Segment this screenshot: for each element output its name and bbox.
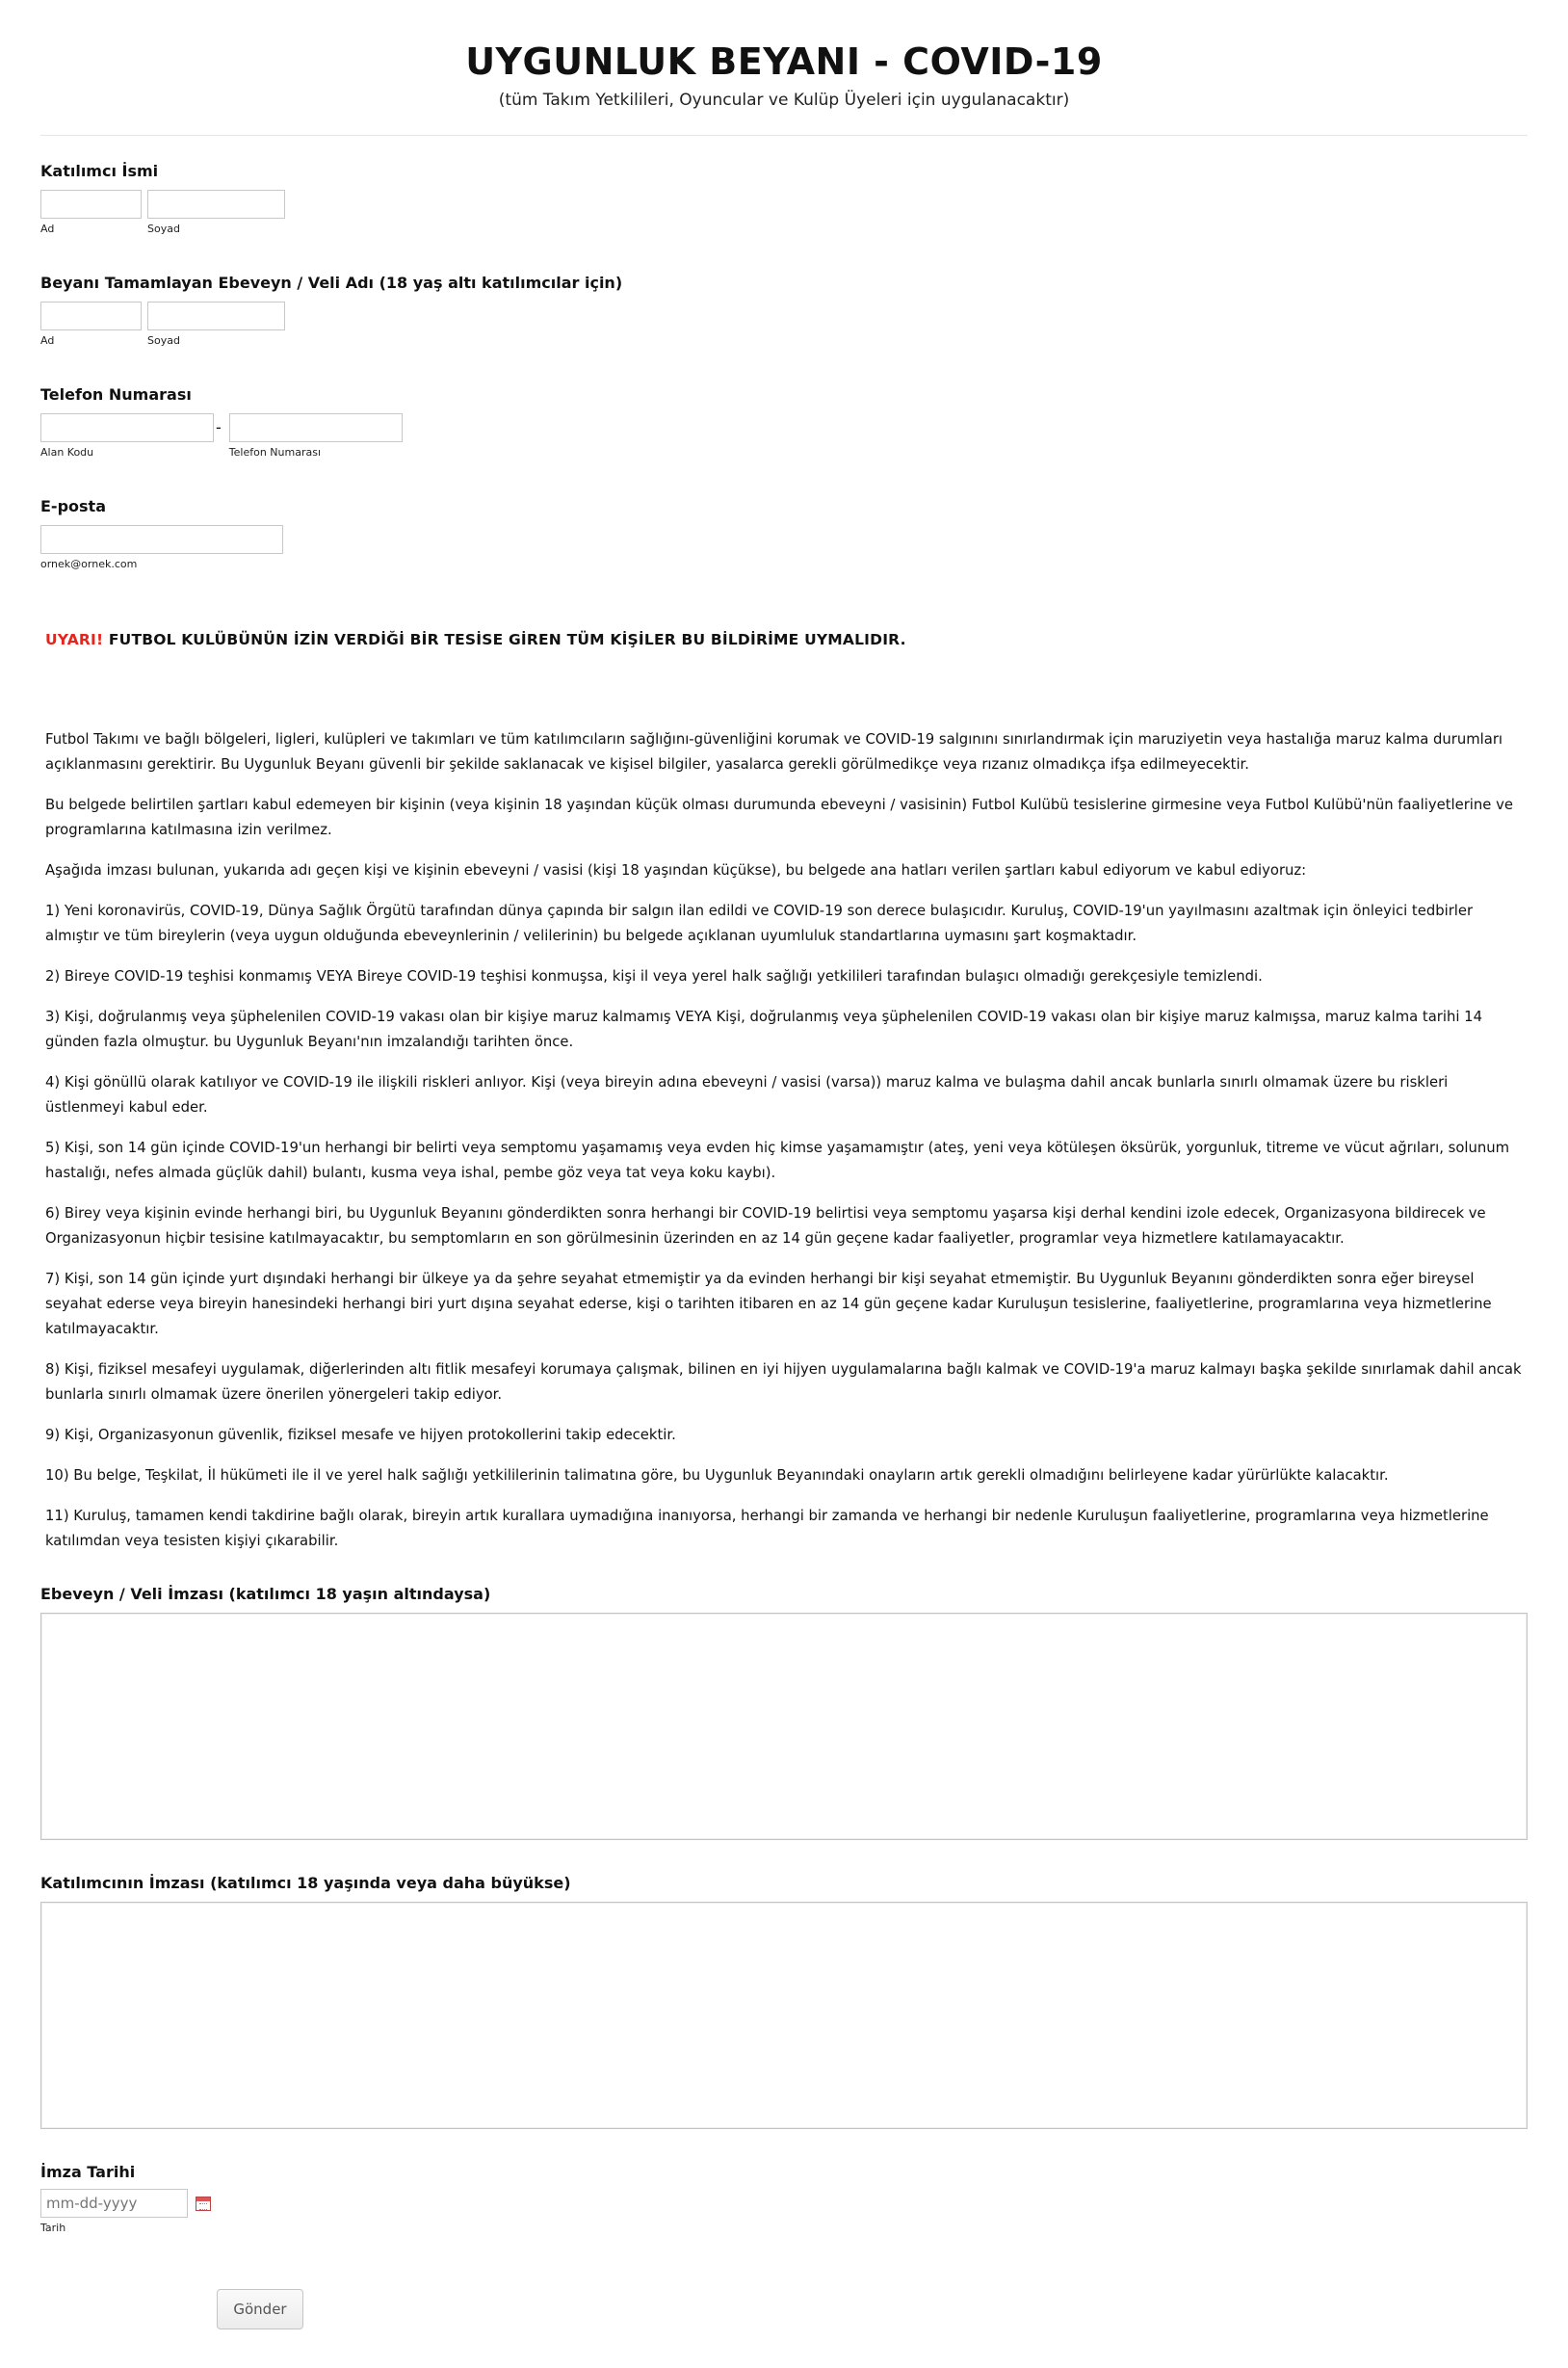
warning-text: FUTBOL KULÜBÜNÜN İZİN VERDİĞİ BİR TESİSE GİREN TÜM KİŞİLER BU BİLDİRİME UYMALIDIR. [103,631,906,648]
email-input[interactable] [40,525,283,554]
participant-signature-label: Katılımcının İmzası (katılımcı 18 yaşında veya daha büyükse) [40,1874,571,1892]
terms-paragraph: Bu belgede belirtilen şartları kabul edemeyen bir kişinin (veya kişinin 18 yaşından küçük olması durumunda ebeveyni / vasisinin) Futbol Kulübü tesislerine girmesine veya Futbol Kulübü'nün faaliyetlerine ve programlarına katılmasına izin verilmez. [45,797,1513,838]
terms-paragraph: Aşağıda imzası bulunan, yukarıda adı geçen kişi ve kişinin ebeveyni / vasisi (kişi 18 yaşından küçükse), bu belgede ana hatları verilen şartları kabul ediyorum ve kabul ediyoruz: [45,862,1307,879]
phone-label: Telefon Numarası [40,385,192,404]
guardian-last-name-sublabel: Soyad [147,334,180,347]
email-field [40,496,289,571]
terms-paragraph: 2) Bireye COVID-19 teşhisi konmamış VEYA Bireye COVID-19 teşhisi konmuşsa, kişi il veya yerel halk sağlığı yetkilileri tarafından bulaşıcı olmadığı gerekçesiyle temizlendi. [45,968,1263,985]
phone-field [40,384,408,460]
terms-paragraph: 11) Kuruluş, tamamen kendi takdirine bağlı olarak, bireyin artık kurallara uymadığına inanıyorsa, herhangi bir zamanda ve herhangi bir nedenle Kuruluşun faaliyetlerine, programlarına veya hizmetlerine katılımdan veya tesisten kişiyi çıkarabilir. [45,1508,1489,1549]
terms-text [45,727,1525,1569]
terms-paragraph: 6) Birey veya kişinin evinde herhangi biri, bu Uygunluk Beyanını gönderdikten sonra herhangi bir COVID-19 belirtisi veya semptomu yaşarsa kişi derhal kendini izole edecek, Organizasyona bildirecek ve Organizasyonun hiçbir tesisine katılmayacaktır, bu semptomların en son görülmesinin üzerinden en az 14 gün geçene kadar faaliyetler, programlar veya hizmetlere katılamayacaktır. [45,1205,1486,1247]
phone-number-sublabel: Telefon Numarası [228,446,321,459]
signature-date-input[interactable] [40,2189,188,2218]
phone-area-code-sublabel: Alan Kodu [40,446,94,459]
guardian-name-field [40,273,622,348]
guardian-signature-pad[interactable] [40,1613,1528,1840]
terms-paragraph: Futbol Takımı ve bağlı bölgeleri, ligleri, kulüpleri ve takımları ve tüm katılımcıların sağlığını-güvenliğini korumak ve COVID-19 salgınını sınırlandırmak için maruziyetin veya hastalığa maruz kalma durumları açıklanmasını gerektirir. Bu Uygunluk Beyanı güvenli bir şekilde saklanacak ve kişisel bilgiler, yasalarca gerekli görülmedikçe veya rızanız olmadıkça ifşa edilmeyecektir. [45,731,1503,773]
form-subtitle: (tüm Takım Yetkilileri, Oyuncular ve Kulüp Üyeleri için uygulanacaktır) [498,91,1070,110]
guardian-name-label: Beyanı Tamamlayan Ebeveyn / Veli Adı (18 yaş altı katılımcılar için) [40,274,623,292]
submit-button[interactable]: Gönder [217,2289,303,2329]
guardian-first-name-sublabel: Ad [40,334,55,347]
header-divider [40,135,1528,136]
terms-paragraph: 1) Yeni koronavirüs, COVID-19, Dünya Sağlık Örgütü tarafından dünya çapında bir salgın ilan edildi ve COVID-19 son derece bulaşıcıdır. Kuruluş, COVID-19'un yayılmasını azaltmak için önleyici tedbirler almıştır ve tüm bireylerin (veya uygun olduğunda ebeveynlerinin / velilerinin) bu belgede açıklanan uyumluluk standartlarına uymasını şart koşmaktadır. [45,903,1474,944]
form-header [40,37,1528,112]
signature-date-row [40,2189,211,2218]
terms-paragraph: 8) Kişi, fiziksel mesafeyi uygulamak, diğerlerinden altı fitlik mesafeyi korumaya çalışmak, bilinen en iyi hijyen uygulamalarına bağlı kalmak ve COVID-19'a maruz kalmayı başka şekilde sınırlamak dahil ancak bunlarla sınırlı olmamak üzere önerilen yönergeleri takip ediyor. [45,1361,1522,1403]
email-label: E-posta [40,497,106,515]
guardian-last-name-input[interactable] [147,302,285,330]
form-title: UYGUNLUK BEYANI - COVID-19 [465,40,1103,83]
guardian-first-name-input[interactable] [40,302,142,330]
phone-area-code-input[interactable] [40,413,214,442]
terms-paragraph: 7) Kişi, son 14 gün içinde yurt dışındaki herhangi bir ülkeye ya da şehre seyahat etmemiştir ya da evinden herhangi bir kişi seyahat etmemiştir. Bu Uygunluk Beyanını gönderdikten sonra eğer bireysel seyahat ederse veya bireyin hanesindeki herhangi biri yurt dışına seyahat ederse, kişi o tarihten itibaren en az 14 gün geçene kadar Kuruluşun tesislerine, faaliyetlerine, programlarına veya hizmetlerine katılmayacaktır. [45,1271,1492,1337]
warning-notice [45,631,906,648]
terms-paragraph: 4) Kişi gönüllü olarak katılıyor ve COVID-19 ile ilişkili riskleri anlıyor. Kişi (veya bireyin adına ebeveyni / vasisi (varsa)) maruz kalma ve bulaşma dahil ancak bunlarla sınırlı olmamak üzere bu riskleri üstlenmeyi kabul eder. [45,1074,1449,1116]
warning-prefix: UYARI! [45,631,104,648]
guardian-signature-label: Ebeveyn / Veli İmzası (katılımcı 18 yaşın altındaysa) [40,1585,491,1603]
participant-last-name-input[interactable] [147,190,285,219]
participant-first-name-sublabel: Ad [40,223,55,235]
participant-signature-pad[interactable] [40,1902,1528,2129]
terms-paragraph: 5) Kişi, son 14 gün içinde COVID-19'un herhangi bir belirti veya semptomu yaşamamış veya evden hiç kimse yaşamamıştır (ateş, yeni veya kötüleşen öksürük, yorgunluk, titreme ve vücut ağrıları, solunum hastalığı, nefes almada güçlük dahil) bulantı, kusma veya ishal, pembe göz veya tat veya koku kaybı). [45,1140,1510,1181]
terms-paragraph: 10) Bu belge, Teşkilat, İl hükümeti ile il ve yerel halk sağlığı yetkililerinin talimatına göre, bu Uygunluk Beyanındaki onayların artık gerekli olmadığını belirleyene kadar yürürlükte kalacaktır. [45,1467,1389,1484]
participant-first-name-input[interactable] [40,190,142,219]
phone-number-input[interactable] [229,413,403,442]
terms-paragraph: 9) Kişi, Organizasyonun güvenlik, fiziksel mesafe ve hijyen protokollerini takip edecektir. [45,1427,676,1443]
terms-paragraph: 3) Kişi, doğrulanmış veya şüphelenilen COVID-19 vakası olan bir kişiye maruz kalmamış VEYA Kişi, doğrulanmış veya şüphelenilen COVID-19 vakası olan bir kişiye maruz kalmışsa, maruz kalma tarihi 14 günden fazla olmuştur. bu Uygunluk Beyanı'nın imzalandığı tarihten önce. [45,1009,1482,1050]
phone-separator: - [216,418,222,436]
calendar-icon[interactable] [196,2197,211,2211]
email-sublabel: ornek@ornek.com [40,558,138,570]
participant-name-field [40,161,291,236]
signature-date-sublabel: Tarih [40,2222,66,2234]
participant-last-name-sublabel: Soyad [147,223,180,235]
signature-date-label: İmza Tarihi [40,2163,136,2181]
participant-name-label: Katılımcı İsmi [40,162,159,180]
